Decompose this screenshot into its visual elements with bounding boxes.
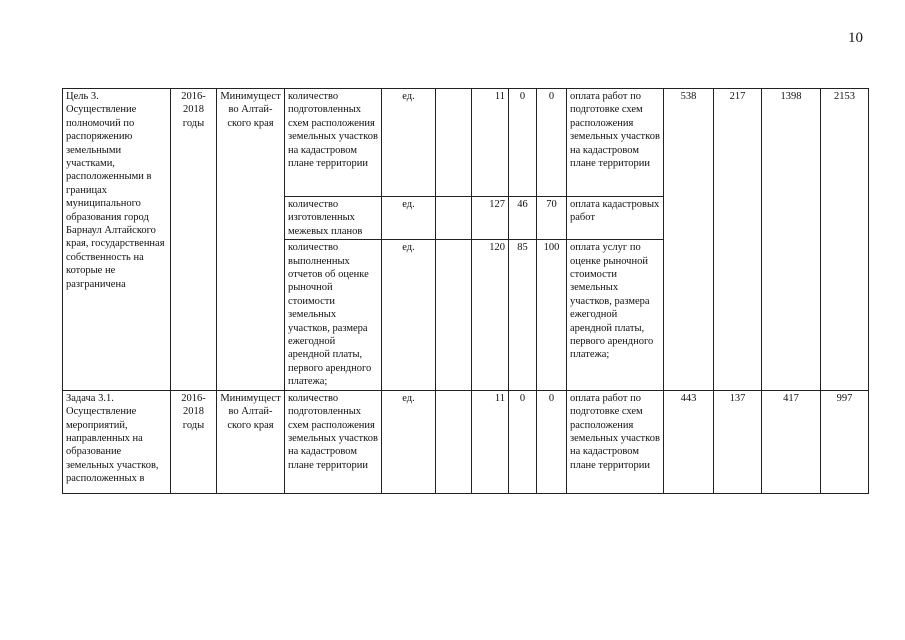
goal-finance-spacer [821, 197, 869, 240]
goal-finance-2018: 1398 [762, 89, 821, 197]
task-indicator-2018: 0 [537, 390, 567, 493]
goal-finance-spacer [821, 240, 869, 390]
goal-activity-2: оплата кадастровых работ [567, 197, 664, 240]
task-indicator-name: количество подготовленных схем расположения земельных участков на кадастровом плане территории [285, 390, 382, 493]
goal-finance-2017: 217 [714, 89, 762, 197]
goal-indicator-1-2016: 11 [472, 89, 509, 197]
task-indicator-unit: ед. [382, 390, 436, 493]
goal-title: Цель 3. [66, 91, 99, 102]
goal-indicator-2-2016: 127 [472, 197, 509, 240]
goal-activity-3: оплата услуг по оценке рыночной стоимости земельных участков, размера ежегодной арендной платы, первого арендного платежа; [567, 240, 664, 390]
task-text: Осуществление мероприятий, направленных на образование земельных участков, расположенных в [66, 406, 159, 485]
task-title: Задача 3.1. [66, 392, 114, 404]
goal-indicator-3-base [436, 240, 472, 390]
goal-indicator-1-unit: ед. [382, 89, 436, 197]
goal-finance-spacer [762, 197, 821, 240]
task-indicator-base [436, 390, 472, 493]
goal-name-cell [63, 89, 171, 391]
task-executor: Минимущест во Алтай- ского края [217, 390, 285, 493]
goal-executor: Минимущест во Алтай- ского края [217, 89, 285, 391]
goal-indicator-3-2016: 120 [472, 240, 509, 390]
task-finance-2018: 417 [762, 390, 821, 493]
goal-indicator-1-name: количество подготовленных схем расположения земельных участков на кадастровом плане территории [285, 89, 382, 197]
goal-indicator-2-name: количество изготовленных межевых планов [285, 197, 382, 240]
task-row [63, 390, 869, 493]
goal-finance-spacer [714, 240, 762, 390]
task-activity: оплата работ по подготовке схем расположения земельных участков на кадастровом плане территории [567, 390, 664, 493]
goal-indicator-3-name: количество выполненных отчетов об оценке рыночной стоимости земельных участков, размера ежегодной арендной платы, первого арендного платежа; [285, 240, 382, 390]
goal-indicator-2-base [436, 197, 472, 240]
goal-finance-spacer [762, 240, 821, 390]
goal-indicator-3-unit: ед. [382, 240, 436, 390]
goal-indicator-3-2018: 100 [537, 240, 567, 390]
goal-period: 2016-2018 годы [171, 89, 217, 391]
goal-indicator-3-2017: 85 [509, 240, 537, 390]
task-finance-2017: 137 [714, 390, 762, 493]
task-indicator-2017: 0 [509, 390, 537, 493]
goal-finance-2016: 538 [664, 89, 714, 197]
task-finance-2016: 443 [664, 390, 714, 493]
goal-indicator-2-unit: ед. [382, 197, 436, 240]
program-table [62, 88, 869, 494]
goal-indicator-1-base [436, 89, 472, 197]
goal-finance-spacer [664, 240, 714, 390]
goal-row-1 [63, 89, 869, 197]
goal-finance-spacer [714, 197, 762, 240]
goal-indicator-2-2017: 46 [509, 197, 537, 240]
goal-indicator-2-2018: 70 [537, 197, 567, 240]
goal-finance-spacer [664, 197, 714, 240]
task-finance-total: 997 [821, 390, 869, 493]
goal-indicator-1-2018: 0 [537, 89, 567, 197]
goal-activity-1: оплата работ по подготовке схем расположения земельных участков на кадастровом плане территории [567, 89, 664, 197]
task-name-cell [63, 390, 171, 493]
goal-text: Осуществление полномочий по распоряжению земельными участками, расположенными в границах муниципального образования город Барнаул Алтайского края, государственная собственность на которые не разграничена [66, 104, 165, 290]
goal-indicator-1-2017: 0 [509, 89, 537, 197]
task-period: 2016-2018 годы [171, 390, 217, 493]
goal-finance-total: 2153 [821, 89, 869, 197]
task-indicator-2016: 11 [472, 390, 509, 493]
page-number: 10 [848, 30, 863, 46]
